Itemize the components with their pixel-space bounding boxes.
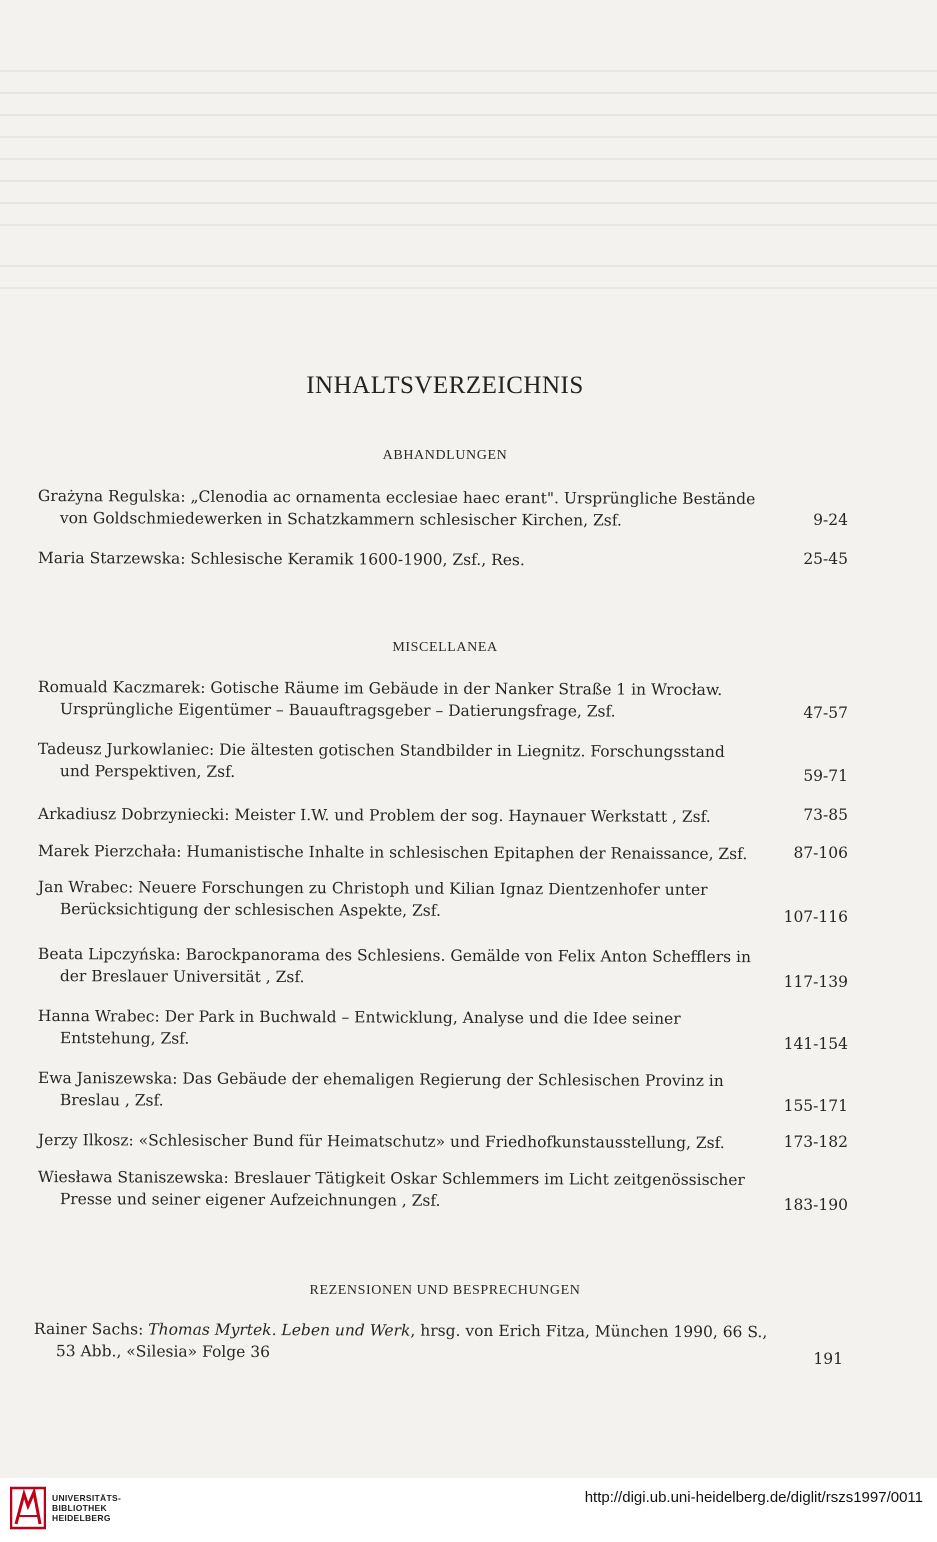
toc-entry-line: 53 Abb., «Silesia» Folge 36: [55, 1342, 271, 1362]
toc-entry-line: Beata Lipczyńska: Barockpanorama des Schlesiens. Gemälde von Felix Anton Schefflers in: [37, 945, 752, 967]
toc-entry-line: Arkadiusz Dobrzyniecki: Meister I.W. und Problem der sog. Haynauer Werkstatt , Zsf.: [37, 805, 711, 826]
toc-entry: [33, 1318, 768, 1365]
library-name-line: BIBLIOTHEK: [52, 1503, 107, 1513]
toc-page-range: 9-24: [813, 511, 848, 529]
section-heading-abhandlungen: ABHANDLUNGEN: [382, 448, 508, 463]
toc-entry: [38, 1166, 768, 1213]
toc-entry-line: und Perspektiven, Zsf.: [59, 762, 236, 781]
bleed-through: [0, 70, 937, 160]
toc-page-range: 173-182: [783, 1133, 848, 1151]
library-name-line: UNIVERSITÄTS-: [52, 1493, 122, 1503]
toc-page-range: 59-71: [803, 767, 848, 785]
toc-entry: [38, 840, 768, 865]
toc-entry: [38, 943, 768, 990]
bleed-through: [0, 265, 937, 305]
toc-entry: [38, 803, 768, 828]
toc-page-range: 87-106: [793, 844, 848, 862]
section-heading-miscellanea: MISCELLANEA: [392, 640, 498, 655]
toc-page-range: 73-85: [803, 806, 848, 824]
section-heading-rezensionen: REZENSIONEN UND BESPRECHUNGEN: [309, 1283, 581, 1298]
toc-entry: [38, 738, 768, 785]
toc-entry: [38, 876, 768, 923]
toc-entry: [38, 1005, 768, 1052]
toc-entry-line: Jerzy Ilkosz: «Schlesischer Bund für Heimatschutz» und Friedhofkunstausstellung, Zsf.: [37, 1131, 725, 1152]
toc-page-range: 25-45: [803, 550, 848, 568]
university-library-logo-icon: [10, 1486, 46, 1530]
library-name-line: HEIDELBERG: [52, 1513, 111, 1523]
toc-entry-line: Wiesława Staniszewska: Breslauer Tätigkeit Oskar Schlemmers im Licht zeitgenössischer: [37, 1168, 745, 1190]
toc-entry: [38, 485, 768, 532]
toc-entry-line: der Breslauer Universität , Zsf.: [59, 967, 305, 987]
toc-entry-line: Berücksichtigung der schlesischen Aspekte, Zsf.: [59, 900, 441, 920]
library-name: [52, 1493, 121, 1523]
toc-entry-line: Jan Wrabec: Neuere Forschungen zu Christoph und Kilian Ignaz Dientzenhofer unter: [37, 878, 708, 899]
page-title: INHALTSVERZEICHNIS: [306, 372, 584, 399]
toc-entry-line: Maria Starzewska: Schlesische Keramik 1600-1900, Zsf., Res.: [37, 549, 525, 570]
toc-entry: [38, 547, 768, 572]
footer-bar: [0, 1478, 937, 1542]
toc-page-range: 117-139: [783, 973, 848, 991]
toc-entry-line: Tadeusz Jurkowlaniec: Die ältesten gotischen Standbilder in Liegnitz. Forschungsstand: [37, 740, 725, 761]
toc-page-range: 141-154: [783, 1035, 848, 1053]
toc-entry: [38, 676, 768, 723]
review-book-title: Thomas Myrtek. Leben und Werk: [148, 1320, 411, 1340]
toc-entry: [38, 1129, 768, 1154]
review-details: , hrsg. von Erich Fitza, München 1990, 66 S.,: [410, 1321, 768, 1342]
toc-entry-line: Romuald Kaczmarek: Gotische Räume im Gebäude in der Nanker Straße 1 in Wrocław.: [37, 678, 723, 699]
toc-entry-line: Hanna Wrabec: Der Park in Buchwald – Entwicklung, Analyse und die Idee seiner: [37, 1007, 681, 1028]
toc-page-range: 191: [813, 1350, 843, 1368]
toc-page-range: 155-171: [783, 1097, 848, 1115]
toc-entry-line: [33, 1318, 768, 1343]
toc-entry-line: Ewa Janiszewska: Das Gebäude der ehemaligen Regierung der Schlesischen Provinz in: [37, 1069, 724, 1090]
toc-entry-line: Entstehung, Zsf.: [59, 1029, 190, 1048]
toc-page-range: 107-116: [783, 908, 848, 926]
review-author: Rainer Sachs:: [33, 1320, 149, 1339]
toc-entry-line: Breslau , Zsf.: [59, 1091, 164, 1110]
bleed-through: [0, 180, 937, 240]
toc-entry-line: von Goldschmiedewerken in Schatzkammern schlesischer Kirchen, Zsf.: [59, 509, 622, 530]
toc-entry-line: Grażyna Regulska: „Clenodia ac ornamenta ecclesiae haec erant". Ursprüngliche Bestände: [37, 486, 756, 509]
source-url-link[interactable]: http://digi.ub.uni-heidelberg.de/diglit/rszs1997/0011: [584, 1489, 923, 1506]
toc-entry-line: Marek Pierzchała: Humanistische Inhalte in schlesischen Epitaphen der Renaissance, Zsf.: [37, 842, 748, 864]
toc-entry: [38, 1067, 768, 1114]
toc-page-range: 183-190: [783, 1196, 848, 1214]
toc-page-range: 47-57: [803, 704, 848, 722]
toc-entry-line: Presse und seiner eigener Aufzeichnungen , Zsf.: [59, 1190, 441, 1210]
toc-entry-line: Ursprüngliche Eigentümer – Bauauftragsgeber – Datierungsfrage, Zsf.: [59, 700, 616, 721]
